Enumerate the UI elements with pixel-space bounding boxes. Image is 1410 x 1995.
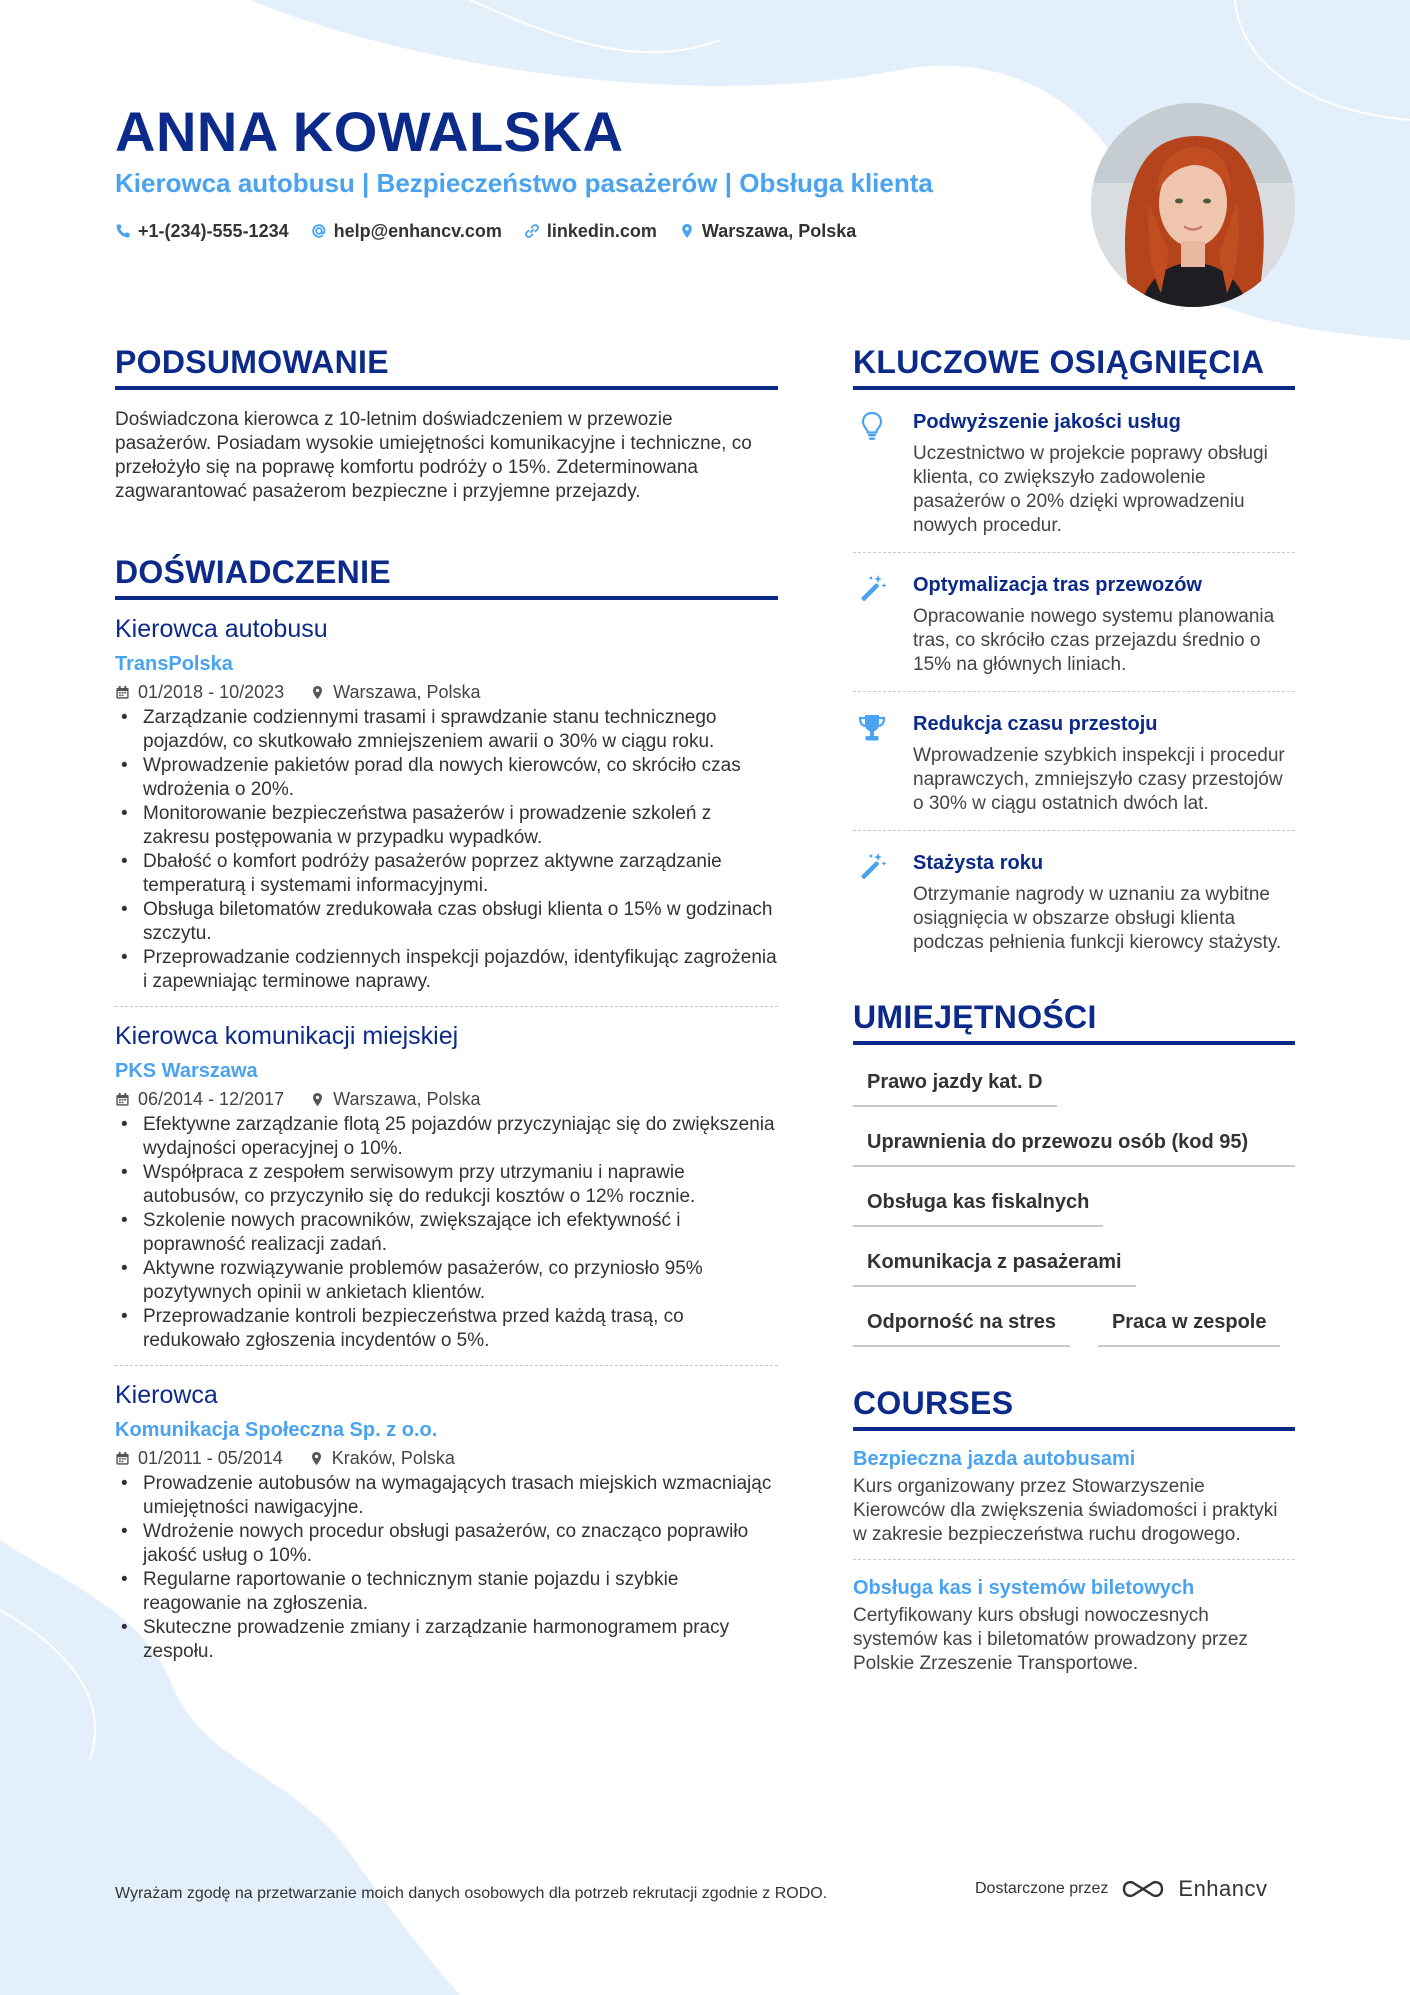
course-title: Bezpieczna jazda autobusami [853, 1448, 1136, 1470]
location-pin-icon [310, 1092, 325, 1107]
summary-section [115, 340, 778, 504]
job-company[interactable]: TransPolska [115, 653, 233, 675]
skills-heading: UMIEJĘTNOŚCI [853, 995, 1295, 1045]
job-location-text: Kraków, Polska [331, 1448, 455, 1468]
job-entry [115, 1019, 778, 1366]
course-title: Obsługa kas i systemów biletowych [853, 1577, 1195, 1599]
job-location [309, 1446, 455, 1470]
job-dates-text: 01/2011 - 05/2014 [138, 1448, 283, 1468]
link-icon [524, 223, 540, 239]
calendar-icon [115, 1092, 130, 1107]
job-location-text: Warszawa, Polska [333, 682, 481, 702]
course-item [853, 1560, 1295, 1688]
job-dates [115, 1446, 283, 1470]
achievement-item [853, 831, 1295, 969]
achievements-section [853, 340, 1295, 969]
profile-photo [1091, 103, 1295, 307]
job-dates [115, 1087, 284, 1111]
course-desc: Kurs organizowany przez Stowarzyszenie Kierowców dla zwiększenia świadomości i praktyki w zakresie bezpieczeństwa ruchu drogowego. [853, 1476, 1278, 1545]
courses-section [853, 1381, 1295, 1688]
achievement-item [853, 692, 1295, 831]
achievement-title: Podwyższenie jakości usług [913, 411, 1181, 433]
achievement-body [913, 710, 1295, 816]
linkedin-text: linkedin.com [546, 221, 657, 241]
contact-email[interactable] [311, 218, 502, 244]
summary-heading: PODSUMOWANIE [115, 340, 778, 390]
job-bullets [115, 1472, 778, 1664]
job-meta [115, 1446, 778, 1470]
achievement-title: Redukcja czasu przestoju [913, 713, 1158, 735]
skill-tag: Prawo jazdy kat. D [853, 1061, 1057, 1107]
achievements-heading: KLUCZOWE OSIĄGNIĘCIA [853, 340, 1295, 390]
contact-bar [115, 218, 856, 244]
email-text: help@enhancv.com [333, 221, 502, 241]
lightbulb-icon [853, 408, 891, 538]
job-bullet: • Prowadzenie autobusów na wymagających trasach miejskich wzmacniając umiejętności nawigacyjne. [115, 1472, 778, 1520]
achievement-body [913, 571, 1295, 677]
skill-tag: Praca w zespole [1098, 1301, 1281, 1347]
job-bullet: • Obsługa biletomatów zredukowała czas obsługi klienta o 15% w godzinach szczytu. [115, 898, 778, 946]
achievement-title: Optymalizacja tras przewozów [913, 574, 1202, 596]
calendar-icon [115, 685, 130, 700]
phone-text: +1-(234)-555-1234 [138, 221, 289, 241]
contact-location [679, 218, 856, 244]
job-dates-text: 06/2014 - 12/2017 [138, 1089, 285, 1109]
job-bullet: • Zarządzanie codziennymi trasami i sprawdzanie stanu technicznego pojazdów, co skutkowało zmniejszeniem awarii o 30% w ciągu roku. [115, 706, 778, 754]
location-pin-icon [679, 223, 695, 239]
job-bullet: • Współpraca z zespołem serwisowym przy utrzymaniu i naprawie autobusów, co przyczyniło się do redukcji kosztów o 12% rocznie. [115, 1161, 778, 1209]
experience-heading: DOŚWIADCZENIE [115, 550, 778, 600]
courses-heading: COURSES [853, 1381, 1295, 1431]
job-location [310, 1087, 480, 1111]
job-bullet: • Wdrożenie nowych procedur obsługi pasażerów, co znacząco poprawiło jakość usług o 10%. [115, 1520, 778, 1568]
powered-by-label: Dostarczone przez [975, 1880, 1109, 1897]
job-bullet: • Szkolenie nowych pracowników, zwiększające ich efektywność i poprawność realizacji zadań. [115, 1209, 778, 1257]
job-title: Kierowca komunikacji miejskiej [115, 1022, 459, 1050]
job-bullet: • Przeprowadzanie kontroli bezpieczeństwa przed każdą trasą, co redukowało zgłoszenia incydentów o 5%. [115, 1305, 778, 1353]
location-pin-icon [310, 685, 325, 700]
achievement-desc: Uczestnictwo w projekcie poprawy obsługi klienta, co zwiększyło zadowolenie pasażerów o 20% dzięki wprowadzeniu nowych procedur. [913, 443, 1268, 536]
achievement-item [853, 553, 1295, 692]
job-bullet: • Przeprowadzanie codziennych inspekcji pojazdów, identyfikując zagrożenia i zapewniając terminowe naprawy. [115, 946, 778, 994]
skills-section [853, 995, 1295, 1347]
calendar-icon [115, 1451, 130, 1466]
skill-tag: Uprawnienia do przewozu osób (kod 95) [853, 1121, 1295, 1167]
job-bullet: • Skuteczne prowadzenie zmiany i zarządzanie harmonogramem pracy zespołu. [115, 1616, 778, 1664]
job-bullet: • Regularne raportowanie o technicznym stanie pojazdu i szybkie reagowanie na zgłoszenia. [115, 1568, 778, 1616]
job-bullet: • Wprowadzenie pakietów porad dla nowych kierowców, co skróciło czas wdrożenia o 20%. [115, 754, 778, 802]
job-company[interactable]: PKS Warszawa [115, 1060, 258, 1082]
skills-list [853, 1061, 1295, 1347]
job-title: Kierowca autobusu [115, 615, 328, 643]
experience-section [115, 550, 778, 1676]
achievement-title: Stażysta roku [913, 852, 1044, 874]
right-column [853, 340, 1295, 1688]
summary-text: Doświadczona kierowca z 10-letnim doświadczeniem w przewozie pasażerów. Posiadam wysokie umiejętności komunikacyjne i techniczne, co przełożyło się na poprawę komfortu podróży o 15%. Zdeterminowana zagwarantować pasażerom bezpieczne i przyjemne przejazdy. [115, 409, 752, 502]
job-meta [115, 680, 778, 704]
job-entry [115, 612, 778, 1007]
skill-tag: Komunikacja z pasażerami [853, 1241, 1136, 1287]
trophy-icon [853, 710, 891, 816]
job-bullet: • Monitorowanie bezpieczeństwa pasażerów i prowadzenie szkoleń z zakresu postępowania w przypadku wypadków. [115, 802, 778, 850]
brand-name: Enhancv [1178, 1876, 1268, 1901]
job-company[interactable]: Komunikacja Społeczna Sp. z o.o. [115, 1419, 438, 1441]
magic-wand-icon [853, 849, 891, 955]
contact-phone[interactable] [115, 218, 289, 244]
achievement-desc: Wprowadzenie szybkich inspekcji i procedur naprawczych, zmniejszyło czasy przestojów o 30% w ciągu ostatnich dwóch lat. [913, 745, 1285, 814]
job-location [310, 680, 480, 704]
achievement-desc: Opracowanie nowego systemu planowania tras, co skróciło czas przejazdu średnio o 15% na głównych liniach. [913, 606, 1275, 675]
contact-linkedin[interactable] [524, 218, 657, 244]
course-item [853, 1431, 1295, 1560]
job-bullet: • Aktywne rozwiązywanie problemów pasażerów, co przyniosło 95% pozytywnych opinii w ankietach klientów. [115, 1257, 778, 1305]
job-dates-text: 01/2018 - 10/2023 [138, 682, 285, 702]
location-pin-icon [309, 1451, 324, 1466]
job-entry [115, 1378, 778, 1676]
achievement-desc: Otrzymanie nagrody w uznaniu za wybitne osiągnięcia w obszarze obsługi klienta podczas pełnienia funkcji kierowcy stażysty. [913, 884, 1282, 953]
achievement-body [913, 408, 1295, 538]
job-location-text: Warszawa, Polska [333, 1089, 481, 1109]
job-meta [115, 1087, 778, 1111]
skill-tag: Obsługa kas fiskalnych [853, 1181, 1103, 1227]
consent-footer: Wyrażam zgodę na przetwarzanie moich danych osobowych dla potrzeb rekrutacji zgodnie z RODO. [115, 1885, 828, 1902]
powered-by[interactable] [975, 1876, 1268, 1902]
enhancv-logo-icon [1120, 1877, 1166, 1901]
job-dates [115, 680, 284, 704]
location-text: Warszawa, Polska [701, 221, 857, 241]
job-bullets [115, 1113, 778, 1353]
job-bullet: • Dbałość o komfort podróży pasażerów poprzez aktywne zarządzanie temperaturą i systemami informacyjnymi. [115, 850, 778, 898]
job-bullet: • Efektywne zarządzanie flotą 25 pojazdów przyczyniając się do zwiększenia wydajności operacyjnej o 10%. [115, 1113, 778, 1161]
course-desc: Certyfikowany kurs obsługi nowoczesnych systemów kas i biletomatów prowadzony przez Polskie Zrzeszenie Transportowe. [853, 1605, 1248, 1674]
job-bullets [115, 706, 778, 994]
left-column [115, 340, 778, 1676]
magic-wand-icon [853, 571, 891, 677]
phone-icon [115, 223, 131, 239]
job-title: Kierowca [115, 1381, 218, 1409]
achievement-item [853, 390, 1295, 553]
achievement-body [913, 849, 1295, 955]
skill-tag: Odporność na stres [853, 1301, 1070, 1347]
candidate-headline: Kierowca autobusu | Bezpieczeństwo pasażerów | Obsługa klienta [115, 168, 933, 198]
candidate-name: ANNA KOWALSKA [115, 100, 624, 163]
at-sign-icon [311, 223, 327, 239]
